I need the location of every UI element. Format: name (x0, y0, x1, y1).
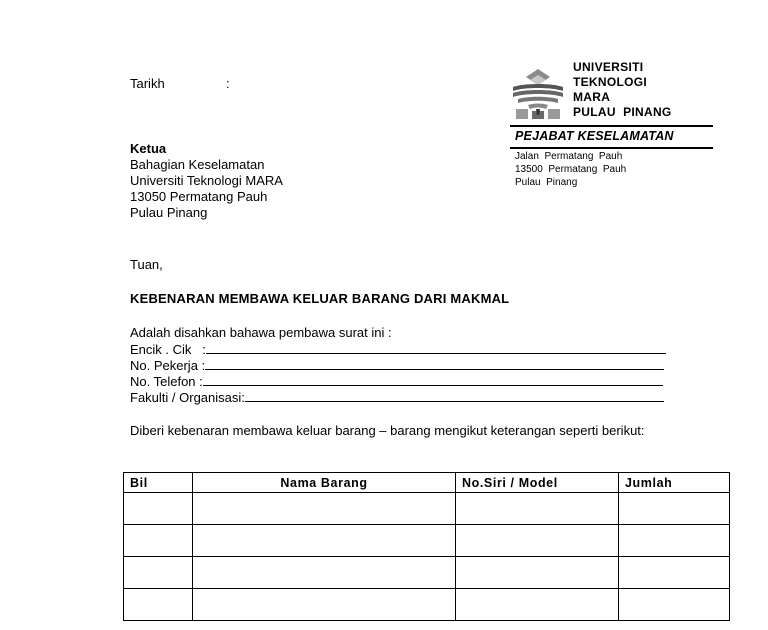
office-address-line: Jalan Permatang Pauh (515, 151, 623, 162)
university-logo-icon (510, 65, 566, 121)
office-address-line: Pulau Pinang (515, 177, 578, 188)
column-header-no-siri: No.Siri / Model (456, 473, 619, 493)
field-blank-line[interactable] (203, 373, 663, 386)
column-header-jumlah: Jumlah (619, 473, 730, 493)
recipient-line: Bahagian Keselamatan (130, 157, 265, 172)
university-name-line: TEKNOLOGI (573, 75, 648, 89)
recipient-line: 13050 Permatang Pauh (130, 189, 268, 204)
recipient-address (130, 141, 283, 221)
staff-number-field[interactable] (130, 357, 664, 374)
items-table (123, 472, 730, 621)
recipient-line: Pulau Pinang (130, 205, 208, 220)
body-intro: Adalah disahkan bahawa pembawa surat ini : (130, 325, 392, 340)
field-blank-line[interactable] (206, 341, 666, 354)
table-row (124, 589, 730, 621)
recipient-line: Universiti Teknologi MARA (130, 173, 283, 188)
column-header-bil: Bil (124, 473, 193, 493)
table-cell[interactable] (619, 557, 730, 589)
field-blank-line[interactable] (245, 389, 664, 402)
field-label: No. Pekerja : (130, 358, 206, 373)
table-cell[interactable] (124, 589, 193, 621)
date-colon: : (226, 76, 230, 91)
table-cell[interactable] (456, 589, 619, 621)
table-cell[interactable] (193, 589, 456, 621)
office-name: PEJABAT KESELAMATAN (515, 129, 674, 143)
phone-field[interactable] (130, 373, 663, 390)
table-cell[interactable] (619, 525, 730, 557)
field-blank-line[interactable] (205, 357, 664, 370)
letterhead-rule (510, 125, 713, 127)
university-name (573, 60, 672, 120)
field-label: No. Telefon : (130, 374, 203, 389)
university-name-line: UNIVERSITI (573, 60, 644, 74)
table-cell[interactable] (124, 525, 193, 557)
recipient-title: Ketua (130, 141, 167, 156)
table-cell[interactable] (456, 557, 619, 589)
name-field[interactable] (130, 341, 666, 358)
table-cell[interactable] (619, 493, 730, 525)
body-paragraph: Diberi kebenaran membawa keluar barang – barang mengikut keterangan seperti berikut: (130, 423, 645, 438)
table-cell[interactable] (193, 525, 456, 557)
office-address-line: 13500 Permatang Pauh (515, 164, 627, 175)
faculty-field[interactable] (130, 389, 664, 406)
field-label: Fakulti / Organisasi: (130, 390, 245, 405)
office-address (515, 150, 626, 189)
column-header-nama-barang: Nama Barang (193, 473, 456, 493)
table-header-row (124, 473, 730, 493)
salutation: Tuan, (130, 257, 163, 272)
field-label: Encik . Cik : (130, 342, 206, 357)
table-cell[interactable] (456, 525, 619, 557)
table-row (124, 525, 730, 557)
letter-subject: KEBENARAN MEMBAWA KELUAR BARANG DARI MAKMAL (130, 291, 510, 306)
university-name-line: MARA (573, 90, 611, 104)
table-cell[interactable] (193, 493, 456, 525)
table-row (124, 557, 730, 589)
table-cell[interactable] (456, 493, 619, 525)
table-cell[interactable] (193, 557, 456, 589)
table-cell[interactable] (619, 589, 730, 621)
table-row (124, 493, 730, 525)
letterhead-rule (510, 147, 713, 149)
table-cell[interactable] (124, 493, 193, 525)
table-cell[interactable] (124, 557, 193, 589)
university-name-line: PULAU PINANG (573, 105, 672, 119)
date-label: Tarikh (130, 76, 165, 91)
